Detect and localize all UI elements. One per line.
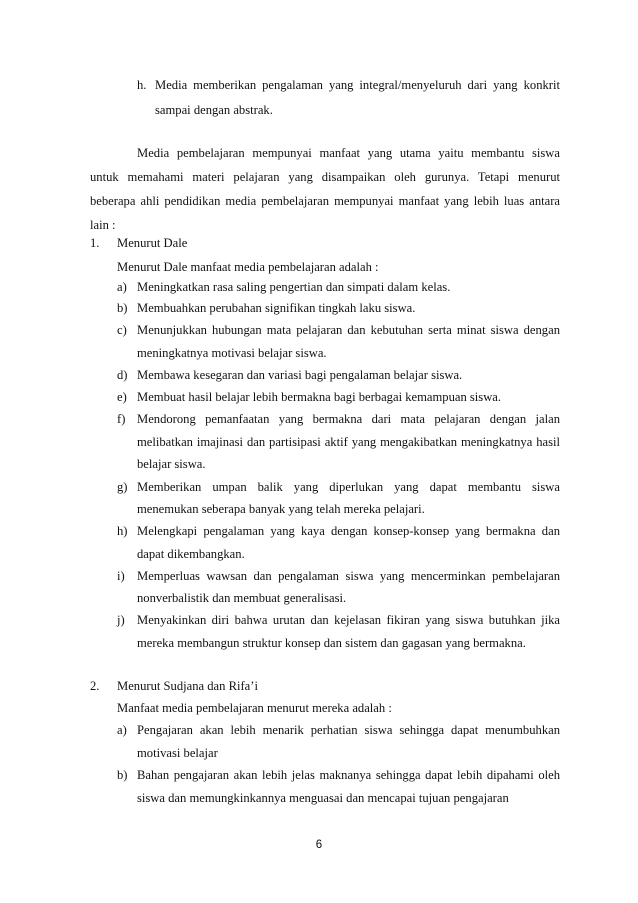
list-item-text: Menunjukkan hubungan mata pelajaran dan kebutuhan serta minat siswa dengan bbox=[137, 323, 560, 337]
list-marker: h) bbox=[117, 524, 128, 538]
list-item-text: Bahan pengajaran akan lebih jelas maknanya sehingga dapat lebih dipahami oleh bbox=[137, 768, 560, 782]
list-item-text: menemukan seberapa banyak yang telah mereka pelajari. bbox=[137, 502, 425, 516]
section-heading: Menurut Sudjana dan Rifa’i bbox=[117, 679, 258, 693]
list-marker: j) bbox=[117, 613, 125, 627]
section-lead: Manfaat media pembelajaran menurut mereka adalah : bbox=[117, 701, 392, 715]
paragraph-line: beberapa ahli pendidikan media pembelajaran mempunyai manfaat yang lebih luas antara bbox=[90, 194, 560, 208]
list-marker: e) bbox=[117, 390, 127, 404]
list-item-text: Media memberikan pengalaman yang integral/menyeluruh dari yang konkrit bbox=[155, 78, 560, 92]
list-item-text: Pengajaran akan lebih menarik perhatian siswa sehingga dapat menumbuhkan bbox=[137, 723, 560, 737]
list-marker: b) bbox=[117, 301, 128, 315]
paragraph-line: lain : bbox=[90, 218, 116, 232]
paragraph-line: untuk memahami materi pelajaran yang disampaikan oleh gurunya. Tetapi menurut bbox=[90, 170, 560, 184]
list-marker: c) bbox=[117, 323, 127, 337]
list-item-text: Membuahkan perubahan signifikan tingkah laku siswa. bbox=[137, 301, 416, 315]
list-item-text: Mendorong pemanfaatan yang bermakna dari mata pelajaran dengan jalan bbox=[137, 412, 560, 426]
list-marker: d) bbox=[117, 368, 128, 382]
list-item-text: Memberikan umpan balik yang diperlukan yang dapat membantu siswa bbox=[137, 480, 560, 494]
list-item-text: siswa dan memungkinkannya menguasai dan mencapai tujuan pengajaran bbox=[137, 791, 509, 805]
list-item-text: belajar siswa. bbox=[137, 457, 206, 471]
list-item-text: melibatkan imajinasi dan partisipasi aktif yang mengakibatkan meningkatnya hasil bbox=[137, 435, 560, 449]
list-item-text: Membawa kesegaran dan variasi bagi pengalaman belajar siswa. bbox=[137, 368, 463, 382]
section-heading: Menurut Dale bbox=[117, 236, 188, 250]
list-item-text: nonverbalistik dan membuat generalisasi. bbox=[137, 591, 347, 605]
list-item-text: dapat dikembangkan. bbox=[137, 547, 245, 561]
page-number: 6 bbox=[315, 839, 323, 851]
list-marker: h. bbox=[137, 78, 147, 92]
section-lead: Menurut Dale manfaat media pembelajaran adalah : bbox=[117, 260, 379, 274]
list-item-text: mereka membangun struktur konsep dan sistem dan gagasan yang bermakna. bbox=[137, 636, 526, 650]
list-marker: f) bbox=[117, 412, 126, 426]
list-item-text: motivasi belajar bbox=[137, 746, 218, 760]
list-marker: i) bbox=[117, 569, 125, 583]
list-item-text: Melengkapi pengalaman yang kaya dengan konsep-konsep yang bermakna dan bbox=[137, 524, 560, 538]
paragraph-line: Media pembelajaran mempunyai manfaat yang utama yaitu membantu siswa bbox=[137, 146, 560, 160]
list-item-text: Memperluas wawsan dan pengalaman siswa yang mencerminkan pembelajaran bbox=[137, 569, 560, 583]
section-number: 2. bbox=[90, 679, 100, 693]
section-number: 1. bbox=[90, 236, 100, 250]
list-item-text: Menyakinkan diri bahwa urutan dan kejelasan fikiran yang siswa butuhkan jika bbox=[137, 613, 560, 627]
list-marker: b) bbox=[117, 768, 128, 782]
list-marker: a) bbox=[117, 723, 127, 737]
list-item-text: Membuat hasil belajar lebih bermakna bagi berbagai kemampuan siswa. bbox=[137, 390, 502, 404]
list-marker: g) bbox=[117, 480, 128, 494]
list-item-text: sampai dengan abstrak. bbox=[155, 103, 273, 117]
list-marker: a) bbox=[117, 280, 127, 294]
list-item-text: Meningkatkan rasa saling pengertian dan simpati dalam kelas. bbox=[137, 280, 451, 294]
list-item-text: meningkatnya motivasi belajar siswa. bbox=[137, 346, 327, 360]
